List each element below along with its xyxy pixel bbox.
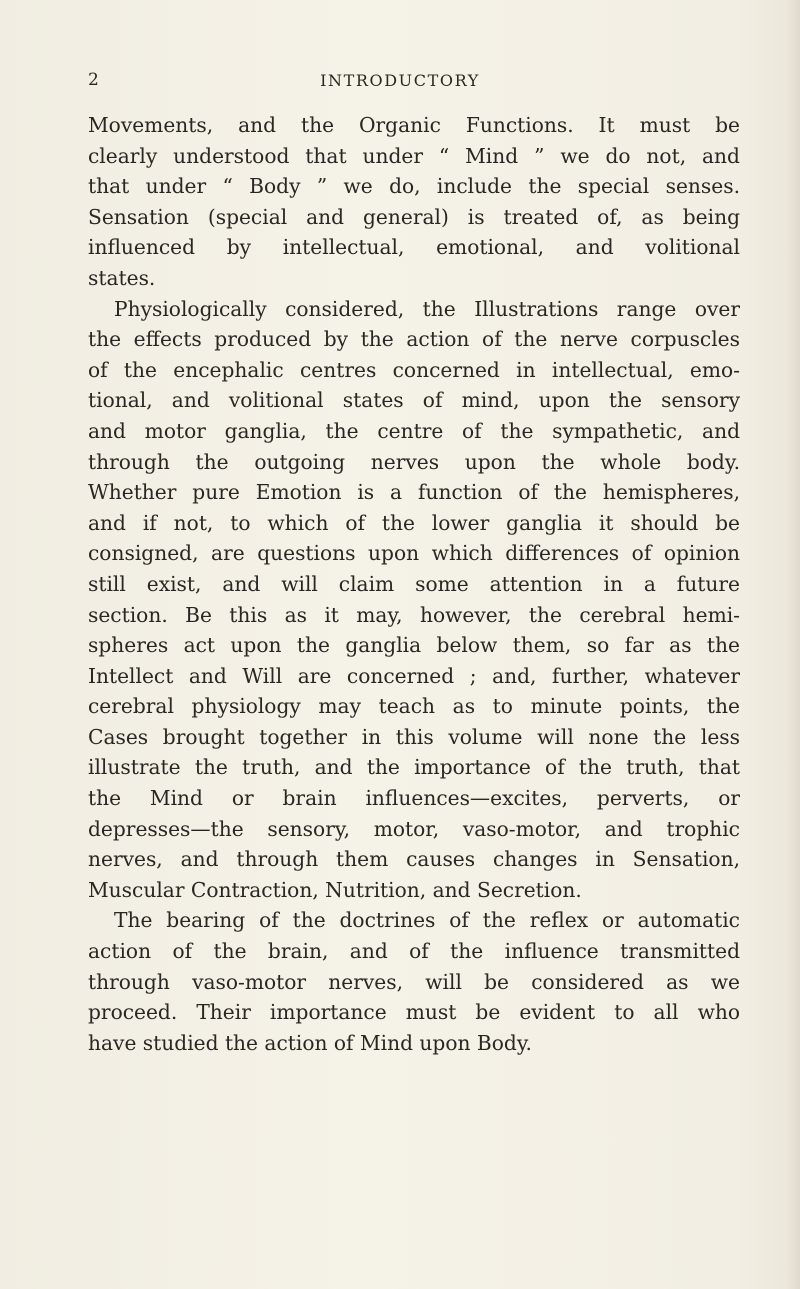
running-head: INTRODUCTORY	[320, 71, 480, 90]
text-line: cerebral physiology may teach as to minute points, the	[88, 694, 740, 719]
text-line: consigned, are questions upon which differences of opinion	[88, 541, 740, 566]
text-line: proceed. Their importance must be evident to all who	[88, 1000, 740, 1025]
paragraph-2	[88, 294, 740, 906]
text-line: depresses—the sensory, motor, vaso-motor, and trophic	[88, 816, 740, 841]
text-line: states.	[88, 265, 156, 290]
text-line: section. Be this as it may, however, the cerebral hemi-	[88, 602, 740, 627]
paragraph-1	[88, 110, 740, 294]
text-line: the Mind or brain influences—excites, perverts, or	[88, 786, 740, 811]
text-line: that under “ Body ” we do, include the special senses.	[88, 174, 740, 199]
text-line: The bearing of the doctrines of the reflex or automatic	[114, 908, 740, 933]
body-text	[88, 110, 740, 1058]
text-line: Cases brought together in this volume will none the less	[88, 724, 740, 749]
text-line: Whether pure Emotion is a function of the hemispheres,	[88, 480, 740, 505]
text-line: nerves, and through them causes changes in Sensation,	[88, 847, 740, 872]
page-number: 2	[88, 70, 100, 90]
text-line: have studied the action of Mind upon Body.	[88, 1030, 532, 1055]
text-line: the effects produced by the action of the nerve corpuscles	[88, 327, 740, 352]
text-line: of the encephalic centres concerned in intellectual, emo-	[88, 357, 740, 382]
text-line: and if not, to which of the lower ganglia it should be	[88, 510, 740, 535]
text-line: still exist, and will claim some attention in a future	[88, 571, 740, 596]
page-edge-shadow	[786, 0, 800, 1289]
paragraph-3	[88, 905, 740, 1058]
text-line: Muscular Contraction, Nutrition, and Secretion.	[88, 877, 582, 902]
text-line: and motor ganglia, the centre of the sympathetic, and	[88, 418, 740, 443]
text-line: Physiologically considered, the Illustrations range over	[114, 296, 740, 321]
text-line: illustrate the truth, and the importance of the truth, that	[88, 755, 740, 780]
text-line: Sensation (special and general) is treated of, as being	[88, 204, 740, 229]
text-line: Intellect and Will are concerned ; and, further, whatever	[88, 663, 740, 688]
text-line: clearly understood that under “ Mind ” we do not, and	[88, 143, 740, 168]
text-line: tional, and volitional states of mind, upon the sensory	[88, 388, 740, 413]
page-header	[0, 70, 800, 94]
text-line: influenced by intellectual, emotional, and volitional	[88, 235, 740, 260]
text-line: through vaso-motor nerves, will be considered as we	[88, 969, 740, 994]
text-line: through the outgoing nerves upon the whole body.	[88, 449, 740, 474]
text-line: Movements, and the Organic Functions. It must be	[88, 113, 740, 137]
text-line: spheres act upon the ganglia below them, so far as the	[88, 633, 740, 658]
text-line: action of the brain, and of the influence transmitted	[88, 939, 740, 964]
